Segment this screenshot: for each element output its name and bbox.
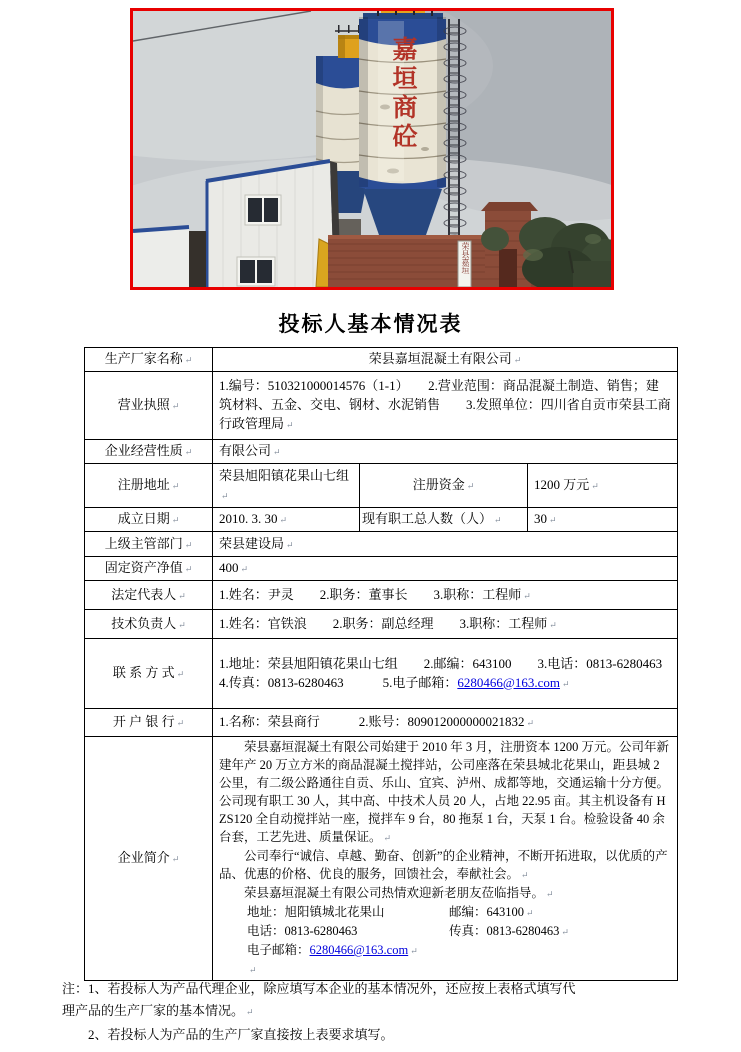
paragraph-mark: ↵ [279, 515, 288, 525]
paragraph-mark: ↵ [273, 447, 281, 457]
profile-paragraph: 荣县嘉垣混凝土有限公司始建于 2010 年 3 月，注册资本 1200 万元。公司年新建年产 20 万立方米的商品混凝土搅拌站，公司座落在荣县城北花果山，距县城 2 公里，有二级公路通往自贡、乐山、宜宾、泸州、成都等地，交通运输十分方便。公司现有职工 30 人，其中高、中技术人员 20 人，占地 22.95 亩。其主机设备有 HZS120 全自动搅拌站一座，搅拌车 9 台，80 拖泵 1 台，天泵 1 台。检验设备 40 余台套，工艺先进、质量保证。 ↵ [219, 740, 670, 844]
superior-value: 荣县建设局 ↵ [213, 532, 678, 557]
legal-rep-value: 1.姓名：尹灵 2.职务：董事长 3.职称：工程师 ↵ [213, 581, 678, 610]
table-row [85, 508, 678, 532]
profile-fax: 传真：0813-6280463 ↵ [449, 924, 569, 938]
table-row [85, 348, 678, 372]
reg-address-value: 荣县旭阳镇花果山七组↵ [213, 464, 360, 508]
table-row [85, 709, 678, 737]
paragraph-mark: ↵ [221, 490, 229, 501]
table-row [85, 581, 678, 610]
paragraph-mark: ↵ [546, 889, 554, 899]
paragraph-mark: ↵ [246, 1007, 254, 1017]
profile-email-link[interactable]: 6280466@163.com [309, 943, 409, 957]
table-row [85, 610, 678, 639]
paragraph-mark: ↵ [286, 420, 294, 430]
founded-value: 2010. 3. 30 ↵ [213, 508, 360, 532]
paragraph-mark: ↵ [521, 870, 529, 880]
profile-zip: 邮编：643100 ↵ [449, 905, 534, 919]
profile-address-line [219, 903, 671, 922]
table-row [85, 464, 678, 508]
row-label-license: 营业执照 ↵ [85, 372, 213, 440]
paragraph-mark: ↵ [526, 718, 535, 728]
paragraph-mark: ↵ [523, 590, 531, 601]
footer-notes [62, 978, 584, 1046]
note-1: 注：1、若投标人为产品代理企业，除应填写本企业的基本情况外，还应按上表格式填写代理产品的生产厂家的基本情况。 ↵ [62, 981, 576, 1018]
row-label-tech-lead: 技术负责人 ↵ [85, 610, 213, 639]
row-label-reg-capital: 注册资金 ↵ [360, 464, 528, 508]
table-row [85, 372, 678, 440]
row-label-legal-rep: 法定代表人 ↵ [85, 581, 213, 610]
paragraph-mark: ↵ [178, 590, 186, 601]
contact-email-link[interactable]: 6280466@163.com [457, 674, 560, 690]
table-row [85, 557, 678, 581]
paragraph-mark: ↵ [549, 515, 557, 525]
paragraph-mark: ↵ [178, 619, 186, 630]
paragraph-mark: ↵ [176, 718, 185, 728]
paragraph-mark: ↵ [184, 539, 193, 550]
paragraph-mark: ↵ [184, 564, 193, 574]
row-label-superior: 上级主管部门 ↵ [85, 532, 213, 557]
paragraph-mark: ↵ [184, 447, 193, 457]
paragraph-mark: ↵ [591, 481, 599, 491]
nature-value: 有限公司 ↵ [213, 440, 678, 464]
bank-value: 1.名称：荣县商行 2.账号：809012000000021832 ↵ [213, 709, 678, 737]
paragraph-mark: ↵ [286, 539, 294, 550]
bidder-info-table [84, 347, 702, 981]
row-label-staff-count: 现有职工总人数（人） ↵ [360, 508, 528, 532]
paragraph-mark: ↵ [466, 481, 475, 491]
manufacturer-value: 荣县嘉垣混凝土有限公司 ↵ [213, 348, 678, 372]
site-shed [133, 227, 206, 287]
paragraph-mark: ↵ [171, 854, 180, 864]
paragraph-mark: ↵ [184, 355, 193, 365]
paragraph-mark: ↵ [240, 564, 249, 574]
paragraph-mark: ↵ [176, 669, 185, 679]
row-label-contact: 联 系 方 式 ↵ [85, 639, 213, 709]
paragraph-mark: ↵ [249, 965, 257, 975]
table-row [85, 532, 678, 557]
paragraph-mark: ↵ [513, 355, 522, 365]
profile-phone: 电话：0813-6280463 [247, 924, 358, 938]
plant-photo [130, 8, 614, 290]
profile-blank-line [219, 960, 671, 979]
table-row [85, 737, 678, 981]
staff-count-value: 30 ↵ [528, 508, 678, 532]
page-title: 投标人基本情况表 [278, 312, 463, 336]
paragraph-mark: ↵ [526, 908, 534, 918]
table-row [85, 639, 678, 709]
row-label-manufacturer: 生产厂家名称 ↵ [85, 348, 213, 372]
paragraph-mark: ↵ [171, 401, 180, 411]
company-profile [213, 737, 678, 981]
license-value: 1.编号：510321000014576（1-1） 2.营业范围：商品混凝土制造、销售；建筑材料、五金、交电、钢材、水泥销售 3.发照单位：四川省自贡市荣县工商行政管理局 ↵ [213, 372, 678, 440]
paragraph-mark: ↵ [561, 927, 569, 937]
contact-value [213, 639, 702, 709]
paragraph-mark: ↵ [494, 515, 502, 525]
plant-photo-scene [133, 11, 611, 287]
profile-phone-line [219, 922, 671, 941]
wall-sign-text: 荣县嘉垣 [461, 242, 470, 274]
silo-brand-text: 嘉垣商砼 [389, 36, 416, 152]
table-row [85, 440, 678, 464]
gate-pillar-cap [481, 202, 538, 211]
paragraph-mark: ↵ [549, 619, 557, 630]
reg-capital-value: 1200 万元 ↵ [528, 464, 678, 508]
row-label-founded: 成立日期 ↵ [85, 508, 213, 532]
paragraph-mark: ↵ [171, 481, 180, 491]
row-label-fixed-assets: 固定资产净值 ↵ [85, 557, 213, 581]
fixed-assets-value: 400 ↵ [213, 557, 678, 581]
note-2: 2、若投标人为产品的生产厂家直接按上表要求填写。 [88, 1027, 394, 1042]
row-label-nature: 企业经营性质 ↵ [85, 440, 213, 464]
paragraph-mark: ↵ [410, 946, 418, 956]
tech-lead-value: 1.姓名：官铁浪 2.职务：副总经理 3.职称：工程师 ↵ [213, 610, 678, 639]
profile-address: 地址：旭阳镇城北花果山 [247, 905, 385, 919]
building-window-lower [237, 257, 275, 286]
profile-paragraph: 公司奉行“诚信、卓越、勤奋、创新”的企业精神，不断开拓进取，以优质的产品、优惠的价格、优良的服务，回馈社会，奉献社会。 ↵ [219, 849, 668, 881]
row-label-profile: 企业简介 ↵ [85, 737, 213, 981]
profile-email-line [219, 941, 671, 960]
building-window-upper [245, 195, 281, 225]
paragraph-mark: ↵ [383, 833, 392, 843]
contact-text: 1.地址：荣县旭阳镇花果山七组 2.邮编：643100 3.电话：0813-6280463 4.传真：0813-6280463 5.电子邮箱： [219, 655, 702, 690]
paragraph-mark: ↵ [171, 515, 180, 525]
row-label-bank: 开 户 银 行 ↵ [85, 709, 213, 737]
paragraph-mark: ↵ [561, 678, 570, 689]
profile-email-label: 电子邮箱： [247, 943, 310, 957]
row-label-reg-address: 注册地址 ↵ [85, 464, 213, 508]
profile-paragraph: 荣县嘉垣混凝土有限公司热情欢迎新老朋友莅临指导。 ↵ [244, 886, 554, 900]
